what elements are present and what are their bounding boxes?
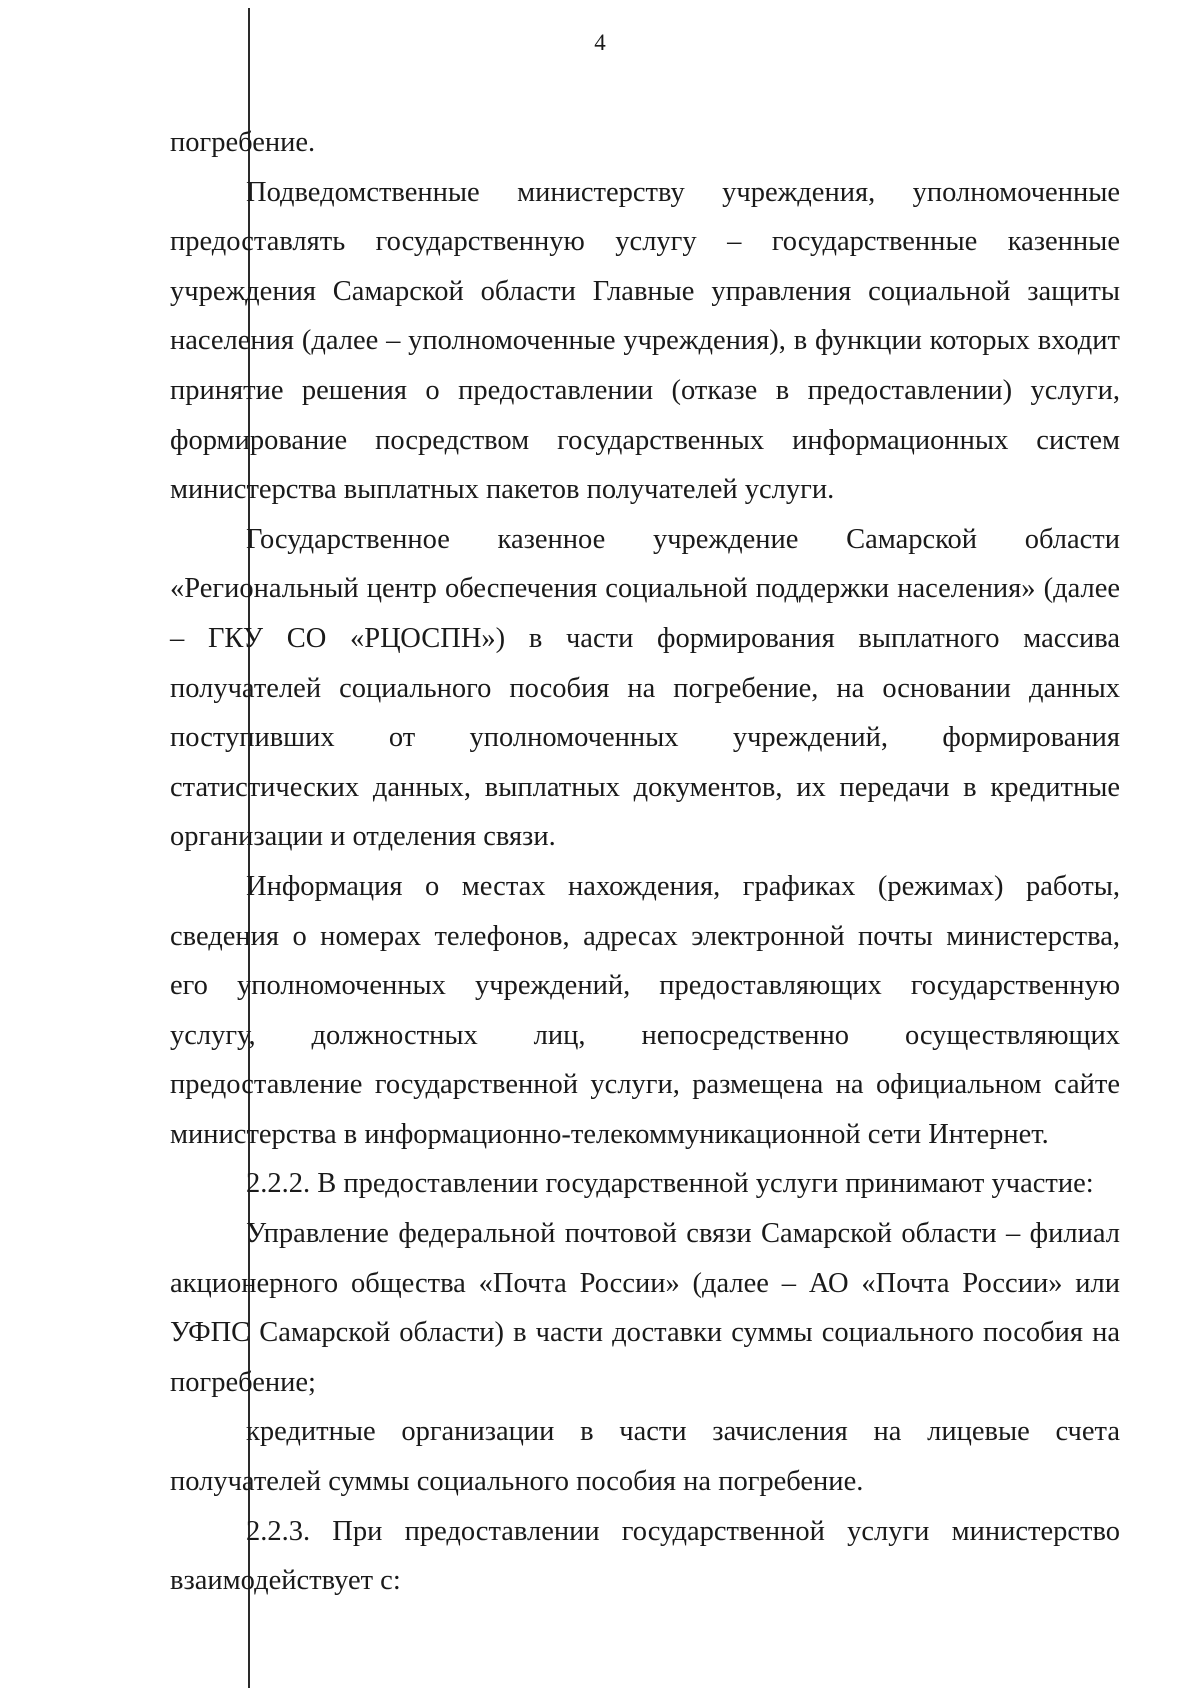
- paragraph-contact-information: Информация о местах нахождения, графиках (режимах) работы, сведения о номерах телефонов, адресах электронной почты министерства, его уполномоченных учреждений, предоставляющих государственную услугу, должностных лиц, непосредственно осуществляющих предоставление государственной услуги, размещена на официальном сайте министерства в информационно-телекоммуникационной сети Интернет.: [170, 870, 1120, 1150]
- paragraph-section-2-2-3: 2.2.3. При предоставлении государственной услуги министерство взаимодействует с:: [170, 1515, 1120, 1597]
- paragraph-regional-center: Государственное казенное учреждение Самарской области «Региональный центр обеспечения социальной поддержки населения» (далее – ГКУ СО «РЦОСПН») в части формирования выплатного массива получателей социального пособия на погребение, на основании данных поступивших от уполномоченных учреждений, формирования статистических данных, выплатных документов, их передачи в кредитные организации и отделения связи.: [170, 523, 1120, 853]
- page-number: 4: [594, 30, 606, 55]
- paragraph-credit-organizations: кредитные организации в части зачисления на лицевые счета получателей суммы социального пособия на погребение.: [170, 1416, 1120, 1498]
- paragraph-subordinate-institutions: Подведомственные министерству учреждения, уполномоченные предоставлять государственную услугу – государственные казенные учреждения Самарской области Главные управления социальной защиты населения (далее – уполномоченные учреждения), в функции которых входит принятие решения о предоставлении (отказе в предоставлении) услуги, формирование посредством государственных информационных систем министерства выплатных пакетов получателей услуги.: [170, 176, 1120, 506]
- paragraph-section-2-2-2: 2.2.2. В предоставлении государственной услуги принимают участие:: [246, 1168, 1094, 1200]
- paragraph-continuation: погребение.: [170, 127, 316, 158]
- paragraph-postal-service: Управление федеральной почтовой связи Самарской области – филиал акционерного общества «Почта России» (далее – АО «Почта России» или УФПС Самарской области) в части доставки суммы социального пособия на погребение;: [170, 1218, 1120, 1398]
- document-body: [170, 118, 1120, 1606]
